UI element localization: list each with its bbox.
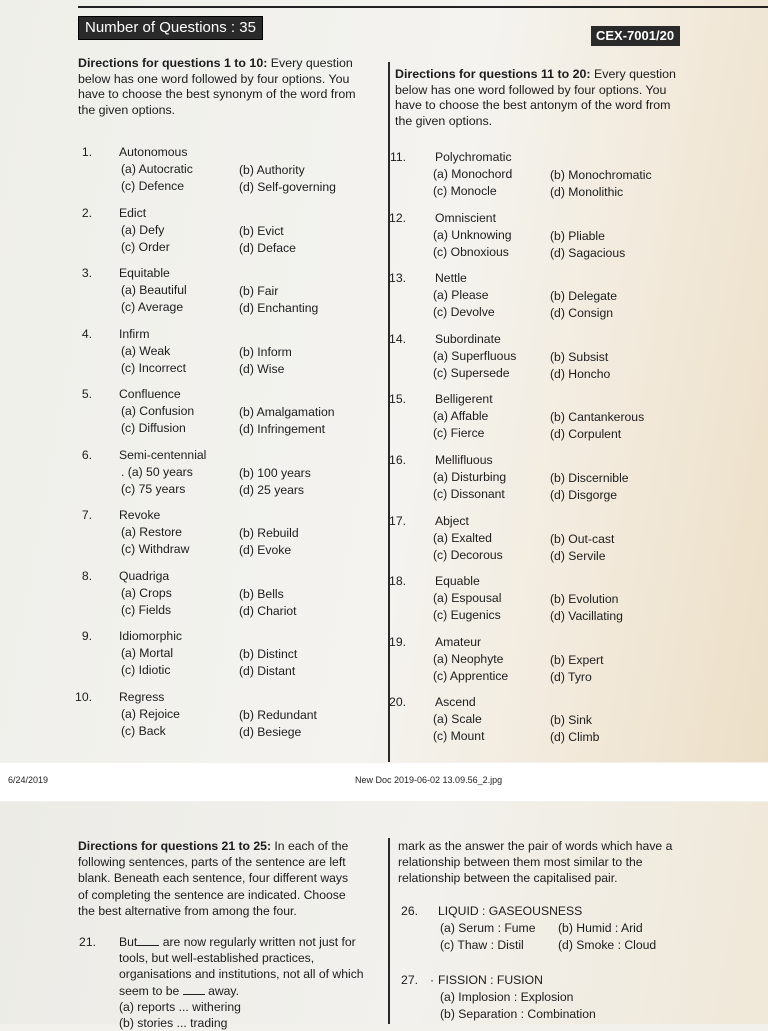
option-c[interactable]: (c) Diffusion <box>121 421 186 435</box>
option-c[interactable]: (c) Mount <box>433 729 485 744</box>
option-a[interactable]: (a) Serum : Fume <box>440 921 536 935</box>
question-27: 27. · FISSION : FUSION (a) Implosion : Explosion (b) Separation : Combination <box>398 972 698 1022</box>
answer-blank[interactable] <box>183 994 205 995</box>
option-d[interactable]: (d) Chariot <box>239 603 297 618</box>
option-d[interactable]: (d) Besiege <box>239 724 302 739</box>
question-18 <box>380 573 700 625</box>
question-number: 3. <box>81 266 92 280</box>
option-c[interactable]: (c) Idiotic <box>121 663 171 677</box>
option-b[interactable]: (b) Delegate <box>550 289 618 304</box>
option-b[interactable]: (b) Redundant <box>239 707 317 722</box>
option-c[interactable]: (c) Decorous <box>433 547 503 562</box>
question-word: Idiomorphic <box>119 629 182 643</box>
option-a[interactable]: (a) Mortal <box>121 646 174 660</box>
question-word: Abject <box>435 513 469 528</box>
print-date: 6/24/2019 <box>8 775 49 785</box>
option-c[interactable]: (c) Back <box>121 723 166 738</box>
directions-fill-blanks: Directions for questions 21 to 25: In each of the following sentences, parts of the sentence are left blank. Beneath each sentence, four different ways of completing the sentence are indicated. Choose the best alternative from among the four. <box>78 839 349 918</box>
question-word: Infirm <box>119 326 150 341</box>
question-word: Quadriga <box>119 568 170 583</box>
question-number: 20. <box>389 695 406 710</box>
option-b[interactable]: (b) Bells <box>239 586 284 601</box>
question-20 <box>380 694 700 746</box>
directions-synonyms: Directions for questions 1 to 10: Every question below has one word followed by four options. You have to choose the best synonym of the word from the given options. <box>78 56 356 117</box>
option-a[interactable]: (a) reports ... withering <box>119 999 241 1014</box>
question-number: 14. <box>389 331 406 346</box>
question-number: 12. <box>389 210 406 225</box>
question-10 <box>66 689 382 741</box>
option-b[interactable] <box>119 1015 384 1021</box>
question-number: 5. <box>81 387 92 401</box>
question-word: Autonomous <box>119 145 188 159</box>
option-c[interactable]: (c) Thaw : Distil <box>440 938 524 952</box>
option-c[interactable]: (c) Apprentice <box>433 668 509 683</box>
option-a[interactable]: (a) Weak <box>121 343 171 358</box>
question-number: 9. <box>81 629 92 643</box>
question-word: FISSION : FUSION <box>438 973 543 987</box>
option-a[interactable]: (a) Espousal <box>433 591 502 606</box>
paper-code-badge: CEX-7001/20 <box>591 26 680 46</box>
option-a[interactable]: (a) Unknowing <box>433 227 512 242</box>
question-number: 6. <box>81 447 92 462</box>
option-c[interactable]: (c) Devolve <box>433 305 495 320</box>
question-word: Revoke <box>119 508 161 522</box>
option-c[interactable]: (c) Average <box>121 300 184 314</box>
directions-title: Directions for questions 11 to 20: <box>395 67 591 81</box>
option-c[interactable]: (c) Fields <box>121 602 172 617</box>
option-a[interactable]: (a) Beautiful <box>121 283 187 297</box>
question-number: 10. <box>75 689 92 704</box>
option-b[interactable]: (b) Out-cast <box>550 531 615 546</box>
option-b[interactable]: (b) Evolution <box>550 592 619 607</box>
option-d[interactable]: (d) Corpulent <box>550 427 622 442</box>
question-number: 27. <box>401 973 418 987</box>
option-c[interactable]: (c) Obnoxious <box>433 244 509 259</box>
option-b[interactable]: (b) Cantankerous <box>550 410 645 425</box>
option-d[interactable]: (d) Vacillating <box>550 609 623 624</box>
option-d[interactable]: (d) 25 years <box>239 482 305 497</box>
question-number: 15. <box>389 392 406 407</box>
question-21: 21. But are now regularly written not just for tools, but well-established practices, organisations and institutions, not all of which seem to be away. (a) reports ... withering <box>78 934 384 1021</box>
question-6 <box>66 447 382 499</box>
option-a[interactable]: (a) Confusion <box>121 404 195 418</box>
question-11 <box>380 149 700 201</box>
question-number: 7. <box>81 508 92 522</box>
option-b[interactable]: (b) Rebuild <box>239 526 299 540</box>
option-b[interactable]: (b) Distinct <box>239 647 298 661</box>
option-a[interactable]: (a) Scale <box>433 712 482 727</box>
option-b[interactable]: (b) Monochromatic <box>550 168 652 182</box>
question-13 <box>380 270 700 322</box>
answer-blank[interactable] <box>137 945 159 946</box>
question-word: Equitable <box>119 266 170 280</box>
question-number: 1. <box>81 145 92 159</box>
question-number: 8. <box>81 568 92 583</box>
option-b[interactable]: (b) Sink <box>550 713 592 728</box>
option-b[interactable]: (b) Evict <box>239 223 284 238</box>
option-d[interactable]: (d) Climb <box>550 730 600 745</box>
question-number: 19. <box>389 634 406 649</box>
question-word: LIQUID : GASEOUSNESS <box>438 904 583 918</box>
option-a[interactable]: (a) Defy <box>121 222 165 237</box>
question-word: Confluence <box>119 387 181 401</box>
question-3 <box>66 265 382 317</box>
option-a[interactable]: (a) Crops <box>121 585 172 600</box>
question-word: Regress <box>119 689 165 704</box>
option-a[interactable]: (a) Superfluous <box>433 348 517 363</box>
option-d[interactable]: (d) Enchanting <box>239 301 319 315</box>
question-5 <box>66 386 382 438</box>
option-d[interactable]: (d) Infringement <box>239 422 326 436</box>
question-word: Subordinate <box>435 331 501 346</box>
option-b[interactable]: (b) Expert <box>550 652 604 667</box>
column-divider <box>388 838 390 1024</box>
option-c[interactable]: (c) Fierce <box>433 426 485 441</box>
option-d[interactable]: (d) Wise <box>239 361 285 376</box>
question-word: Ascend <box>435 695 476 710</box>
option-d[interactable]: (d) Consign <box>550 306 613 321</box>
option-d[interactable]: (d) Evoke <box>239 543 292 557</box>
option-b[interactable]: (b) 100 years <box>239 465 311 480</box>
question-8 <box>66 568 382 620</box>
option-b[interactable]: (b) Separation : Combination <box>440 1007 596 1021</box>
directions-antonyms: Directions for questions 11 to 20: Every question below has one word followed by four options. You have to choose the best antonym of the word from the given options. <box>395 67 676 128</box>
question-14 <box>380 331 700 383</box>
option-a[interactable]: (a) Rejoice <box>121 706 180 721</box>
option-a[interactable]: (a) Affable <box>433 409 489 424</box>
option-d[interactable]: (d) Sagacious <box>550 245 626 260</box>
option-a[interactable]: (a) Exalted <box>433 530 492 545</box>
question-number: 18. <box>389 574 406 589</box>
question-2 <box>66 205 382 257</box>
question-19 <box>380 634 700 686</box>
option-c[interactable]: (c) Monocle <box>433 184 497 198</box>
option-a[interactable]: (a) Monochord <box>433 167 513 181</box>
option-d[interactable]: (d) Disgorge <box>550 488 618 502</box>
question-number: 2. <box>81 205 92 220</box>
option-d[interactable]: (d) Self-governing <box>239 180 336 194</box>
option-c[interactable]: (c) Dissonant <box>433 487 505 501</box>
option-a[interactable]: (a) Disturbing <box>433 470 507 484</box>
question-1 <box>66 144 382 196</box>
option-c[interactable]: (c) Defence <box>121 179 184 193</box>
option-c[interactable]: (c) Order <box>121 239 170 254</box>
option-a[interactable]: . (a) 50 years <box>121 464 193 479</box>
question-17 <box>380 513 700 565</box>
question-16 <box>380 452 700 504</box>
question-7 <box>66 507 382 559</box>
question-number: 11. <box>389 150 406 164</box>
option-c[interactable]: (c) 75 years <box>121 481 186 496</box>
question-number: 21. <box>79 935 96 949</box>
directions-title: Directions for questions 21 to 25: <box>78 839 272 853</box>
option-b[interactable]: (b) Humid : Arid <box>558 921 643 935</box>
option-a[interactable]: (a) Autocratic <box>121 162 193 176</box>
question-word: Belligerent <box>435 392 493 407</box>
question-4 <box>66 326 382 378</box>
question-number: 4. <box>81 326 92 341</box>
option-c[interactable]: (c) Eugenics <box>433 608 501 623</box>
option-b[interactable]: (b) Pliable <box>550 228 605 243</box>
top-rule <box>78 6 768 8</box>
file-name: New Doc 2019-06-02 13.09.56_2.jpg <box>355 775 503 785</box>
question-word: Polychromatic <box>435 150 512 164</box>
option-d[interactable]: (d) Tyro <box>550 669 592 684</box>
question-word: Edict <box>119 205 147 220</box>
option-d[interactable]: (d) Honcho <box>550 366 611 381</box>
question-word: Mellifluous <box>435 453 493 467</box>
question-15 <box>380 391 700 443</box>
option-d[interactable]: (d) Servile <box>550 548 606 563</box>
question-number: 17. <box>389 513 406 528</box>
question-9 <box>66 628 382 680</box>
option-b[interactable]: (b) Fair <box>239 284 279 298</box>
question-count-badge: Number of Questions : 35 <box>78 16 263 40</box>
option-d[interactable]: (d) Deface <box>239 240 296 255</box>
question-number: 26. <box>401 904 418 918</box>
question-word: Omniscient <box>435 210 496 225</box>
question-word: Semi-centennial <box>119 447 207 462</box>
option-c[interactable]: (c) Incorrect <box>121 360 187 375</box>
directions-analogy: mark as the answer the pair of words which have a relationship between them most similar to the relationship between the capitalised pair. <box>398 839 673 886</box>
question-26 <box>398 903 698 952</box>
option-c[interactable]: (c) Supersede <box>433 365 510 380</box>
option-b[interactable]: (b) Discernible <box>550 471 629 485</box>
question-number: 13. <box>389 271 406 286</box>
question-word: Nettle <box>435 271 467 286</box>
directions-title: Directions for questions 1 to 10: <box>78 56 268 70</box>
option-a[interactable]: (a) Please <box>433 288 489 303</box>
question-word: Amateur <box>435 634 482 649</box>
option-c[interactable]: (c) Withdraw <box>121 542 190 556</box>
option-b[interactable]: (b) Authority <box>239 163 305 177</box>
option-d[interactable]: (d) Monolithic <box>550 185 624 199</box>
question-12 <box>380 210 700 262</box>
question-word: Equable <box>435 574 480 589</box>
option-b[interactable]: (b) Subsist <box>550 349 609 364</box>
print-footer <box>0 763 768 801</box>
question-number: 16. <box>389 453 406 467</box>
option-b[interactable]: (b) Inform <box>239 344 292 359</box>
option-d[interactable]: (d) Distant <box>239 664 296 678</box>
option-a[interactable]: (a) Restore <box>121 525 182 539</box>
option-b[interactable]: (b) Amalgamation <box>239 405 335 419</box>
option-a[interactable]: (a) Implosion : Explosion <box>440 990 574 1004</box>
option-a[interactable]: (a) Neophyte <box>433 651 504 666</box>
option-d[interactable]: (d) Smoke : Cloud <box>558 938 657 952</box>
